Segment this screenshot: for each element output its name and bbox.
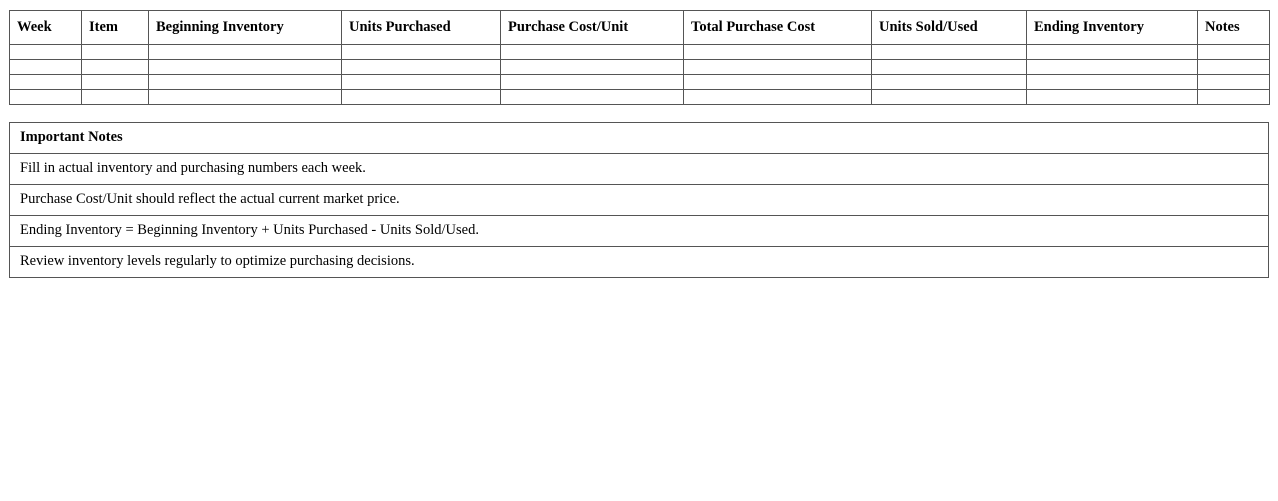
cell-total-purchase-cost[interactable] [684, 75, 872, 90]
cell-units-sold-used[interactable] [872, 60, 1027, 75]
note-item-2: Purchase Cost/Unit should reflect the actual current market price. [10, 185, 1269, 216]
list-item [10, 154, 1269, 185]
cell-ending-inventory[interactable] [1027, 45, 1198, 60]
column-header-beginning-inventory: Beginning Inventory [149, 11, 342, 45]
cell-total-purchase-cost[interactable] [684, 45, 872, 60]
important-notes-table [9, 122, 1269, 278]
cell-units-purchased[interactable] [342, 90, 501, 105]
cell-item[interactable] [82, 60, 149, 75]
notes-header-row [10, 123, 1269, 154]
cell-week[interactable] [10, 90, 82, 105]
note-item-4: Review inventory levels regularly to optimize purchasing decisions. [10, 247, 1269, 278]
table-row [10, 90, 1270, 105]
cell-item[interactable] [82, 75, 149, 90]
cell-notes[interactable] [1198, 60, 1270, 75]
column-header-notes: Notes [1198, 11, 1270, 45]
cell-ending-inventory[interactable] [1027, 90, 1198, 105]
cell-purchase-cost-unit[interactable] [501, 60, 684, 75]
cell-total-purchase-cost[interactable] [684, 60, 872, 75]
cell-units-purchased[interactable] [342, 45, 501, 60]
cell-ending-inventory[interactable] [1027, 60, 1198, 75]
cell-week[interactable] [10, 60, 82, 75]
notes-title: Important Notes [10, 123, 1269, 154]
cell-ending-inventory[interactable] [1027, 75, 1198, 90]
cell-notes[interactable] [1198, 90, 1270, 105]
list-item [10, 216, 1269, 247]
cell-purchase-cost-unit[interactable] [501, 45, 684, 60]
cell-beginning-inventory[interactable] [149, 45, 342, 60]
cell-total-purchase-cost[interactable] [684, 90, 872, 105]
important-notes-section [9, 122, 1269, 278]
column-header-item: Item [82, 11, 149, 45]
column-header-purchase-cost-unit: Purchase Cost/Unit [501, 11, 684, 45]
column-header-units-sold-used: Units Sold/Used [872, 11, 1027, 45]
table-row [10, 60, 1270, 75]
table-header-row [10, 11, 1270, 45]
cell-beginning-inventory[interactable] [149, 75, 342, 90]
cell-units-sold-used[interactable] [872, 45, 1027, 60]
cell-beginning-inventory[interactable] [149, 90, 342, 105]
table-row [10, 75, 1270, 90]
list-item [10, 247, 1269, 278]
cell-notes[interactable] [1198, 45, 1270, 60]
cell-item[interactable] [82, 45, 149, 60]
cell-week[interactable] [10, 75, 82, 90]
cell-beginning-inventory[interactable] [149, 60, 342, 75]
cell-notes[interactable] [1198, 75, 1270, 90]
column-header-week: Week [10, 11, 82, 45]
cell-units-sold-used[interactable] [872, 75, 1027, 90]
cell-units-purchased[interactable] [342, 60, 501, 75]
cell-purchase-cost-unit[interactable] [501, 75, 684, 90]
inventory-tracking-table [9, 10, 1270, 105]
note-item-1: Fill in actual inventory and purchasing numbers each week. [10, 154, 1269, 185]
cell-purchase-cost-unit[interactable] [501, 90, 684, 105]
table-row [10, 45, 1270, 60]
list-item [10, 185, 1269, 216]
column-header-units-purchased: Units Purchased [342, 11, 501, 45]
cell-week[interactable] [10, 45, 82, 60]
column-header-ending-inventory: Ending Inventory [1027, 11, 1198, 45]
cell-units-sold-used[interactable] [872, 90, 1027, 105]
cell-units-purchased[interactable] [342, 75, 501, 90]
cell-item[interactable] [82, 90, 149, 105]
note-item-3: Ending Inventory = Beginning Inventory + Units Purchased - Units Sold/Used. [10, 216, 1269, 247]
column-header-total-purchase-cost: Total Purchase Cost [684, 11, 872, 45]
